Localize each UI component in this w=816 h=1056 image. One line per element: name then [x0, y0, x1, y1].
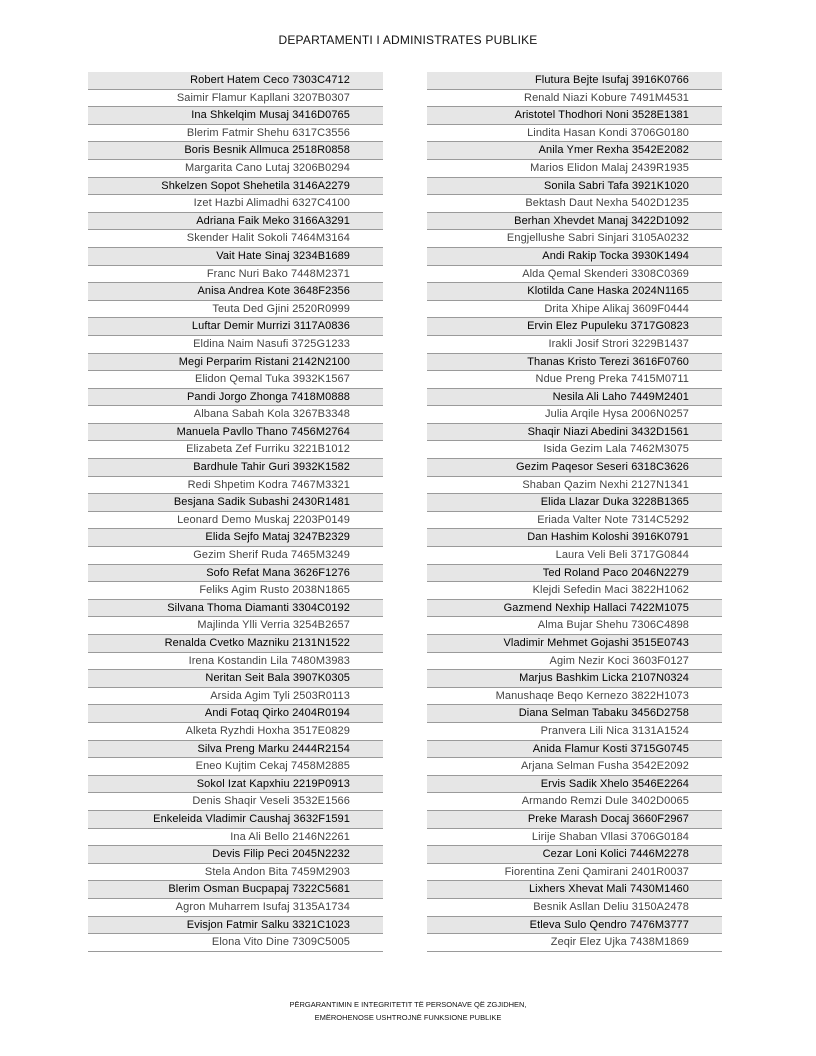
- left-name-column: [88, 72, 383, 952]
- name-entry: Andi Rakip Tocka 3930K1494: [427, 248, 722, 266]
- name-entry: Besjana Sadik Subashi 2430R1481: [88, 494, 383, 512]
- name-entry: Neritan Seit Bala 3907K0305: [88, 670, 383, 688]
- name-entry: Dan Hashim Koloshi 3916K0791: [427, 529, 722, 547]
- name-entry: Preke Marash Docaj 3660F2967: [427, 811, 722, 829]
- name-entry: Alma Bujar Shehu 7306C4898: [427, 617, 722, 635]
- footer-line-1: PËRGARANTIMIN E INTEGRITETIT TË PERSONAVE QË ZGJIDHEN,: [289, 1000, 527, 1009]
- name-entry: Robert Hatem Ceco 7303C4712: [88, 72, 383, 90]
- name-entry: Klejdi Sefedin Maci 3822H1062: [427, 582, 722, 600]
- name-entry: Silvana Thoma Diamanti 3304C0192: [88, 600, 383, 618]
- name-entry: Shaban Qazim Nexhi 2127N1341: [427, 477, 722, 495]
- name-entry: Margarita Cano Lutaj 3206B0294: [88, 160, 383, 178]
- name-entry: Ina Shkelqim Musaj 3416D0765: [88, 107, 383, 125]
- name-entry: Enkeleida Vladimir Caushaj 3632F1591: [88, 811, 383, 829]
- name-entry: Franc Nuri Bako 7448M2371: [88, 266, 383, 284]
- name-entry: Irena Kostandin Lila 7480M3983: [88, 653, 383, 671]
- name-entry: Isida Gezim Lala 7462M3075: [427, 441, 722, 459]
- name-entry: Pandi Jorgo Zhonga 7418M0888: [88, 389, 383, 407]
- name-entry: Elida Sejfo Mataj 3247B2329: [88, 529, 383, 547]
- name-entry: Albana Sabah Kola 3267B3348: [88, 406, 383, 424]
- name-entry: Stela Andon Bita 7459M2903: [88, 864, 383, 882]
- name-entry: Elida Llazar Duka 3228B1365: [427, 494, 722, 512]
- name-entry: Boris Besnik Allmuca 2518R0858: [88, 142, 383, 160]
- name-entry: Agron Muharrem Isufaj 3135A1734: [88, 899, 383, 917]
- name-entry: Elidon Qemal Tuka 3932K1567: [88, 371, 383, 389]
- name-entry: Shkelzen Sopot Shehetila 3146A2279: [88, 178, 383, 196]
- name-entry: Thanas Kristo Terezi 3616F0760: [427, 354, 722, 372]
- name-entry: Sonila Sabri Tafa 3921K1020: [427, 178, 722, 196]
- name-entry: Julia Arqile Hysa 2006N0257: [427, 406, 722, 424]
- name-entry: Arsida Agim Tyli 2503R0113: [88, 688, 383, 706]
- name-entry: Fiorentina Zeni Qamirani 2401R0037: [427, 864, 722, 882]
- name-entry: Flutura Bejte Isufaj 3916K0766: [427, 72, 722, 90]
- name-entry: Lindita Hasan Kondi 3706G0180: [427, 125, 722, 143]
- name-entry: Elizabeta Zef Furriku 3221B1012: [88, 441, 383, 459]
- name-entry: Engjellushe Sabri Sinjari 3105A0232: [427, 230, 722, 248]
- name-entry: Megi Perparim Ristani 2142N2100: [88, 354, 383, 372]
- name-entry: Cezar Loni Kolici 7446M2278: [427, 846, 722, 864]
- name-entry: Sokol Izat Kapxhiu 2219P0913: [88, 776, 383, 794]
- name-entry: Blerim Fatmir Shehu 6317C3556: [88, 125, 383, 143]
- name-entry: Anila Ymer Rexha 3542E2082: [427, 142, 722, 160]
- name-entry: Ervin Elez Pupuleku 3717G0823: [427, 318, 722, 336]
- name-entry: Vladimir Mehmet Gojashi 3515E0743: [427, 635, 722, 653]
- name-entry: Besnik Asllan Deliu 3150A2478: [427, 899, 722, 917]
- name-entry: Klotilda Cane Haska 2024N1165: [427, 283, 722, 301]
- name-entry: Silva Preng Marku 2444R2154: [88, 741, 383, 759]
- footer: [0, 998, 816, 1024]
- name-entry: Adriana Faik Meko 3166A3291: [88, 213, 383, 231]
- name-entry: Bektash Daut Nexha 5402D1235: [427, 195, 722, 213]
- name-entry: Gazmend Nexhip Hallaci 7422M1075: [427, 600, 722, 618]
- name-entry: Zeqir Elez Ujka 7438M1869: [427, 934, 722, 952]
- name-entry: Lixhers Xhevat Mali 7430M1460: [427, 881, 722, 899]
- name-entry: Pranvera Lili Nica 3131A1524: [427, 723, 722, 741]
- name-entry: Alketa Ryzhdi Hoxha 3517E0829: [88, 723, 383, 741]
- name-entry: Eriada Valter Note 7314C5292: [427, 512, 722, 530]
- name-entry: Ndue Preng Preka 7415M0711: [427, 371, 722, 389]
- right-name-column: [427, 72, 722, 952]
- name-entry: Berhan Xhevdet Manaj 3422D1092: [427, 213, 722, 231]
- name-entry: Shaqir Niazi Abedini 3432D1561: [427, 424, 722, 442]
- name-entry: Drita Xhipe Alikaj 3609F0444: [427, 301, 722, 319]
- name-entry: Marios Elidon Malaj 2439R1935: [427, 160, 722, 178]
- name-entry: Eneo Kujtim Cekaj 7458M2885: [88, 758, 383, 776]
- name-entry: Ted Roland Paco 2046N2279: [427, 565, 722, 583]
- name-entry: Diana Selman Tabaku 3456D2758: [427, 705, 722, 723]
- name-entry: Redi Shpetim Kodra 7467M3321: [88, 477, 383, 495]
- name-entry: Ervis Sadik Xhelo 3546E2264: [427, 776, 722, 794]
- name-entry: Leonard Demo Muskaj 2203P0149: [88, 512, 383, 530]
- name-entry: Luftar Demir Murrizi 3117A0836: [88, 318, 383, 336]
- footer-line-2: EMËROHENOSE USHTROJNË FUNKSIONE PUBLIKE: [314, 1013, 502, 1022]
- name-entry: Vait Hate Sinaj 3234B1689: [88, 248, 383, 266]
- name-entry: Anisa Andrea Kote 3648F2356: [88, 283, 383, 301]
- name-entry: Izet Hazbi Alimadhi 6327C4100: [88, 195, 383, 213]
- name-entry: Aristotel Thodhori Noni 3528E1381: [427, 107, 722, 125]
- name-entry: Blerim Osman Bucpapaj 7322C5681: [88, 881, 383, 899]
- name-entry: Saimir Flamur Kapllani 3207B0307: [88, 90, 383, 108]
- name-entry: Eldina Naim Nasufi 3725G1233: [88, 336, 383, 354]
- name-entry: Evisjon Fatmir Salku 3321C1023: [88, 917, 383, 935]
- name-entry: Arjana Selman Fusha 3542E2092: [427, 758, 722, 776]
- name-entry: Andi Fotaq Qirko 2404R0194: [88, 705, 383, 723]
- name-entry: Renalda Cvetko Mazniku 2131N1522: [88, 635, 383, 653]
- name-entry: Irakli Josif Strori 3229B1437: [427, 336, 722, 354]
- page-title: DEPARTAMENTI I ADMINISTRATES PUBLIKE: [278, 33, 538, 47]
- name-entry: Sofo Refat Mana 3626F1276: [88, 565, 383, 583]
- name-entry: Manushaqe Beqo Kernezo 3822H1073: [427, 688, 722, 706]
- name-entry: Elona Vito Dine 7309C5005: [88, 934, 383, 952]
- name-entry: Armando Remzi Dule 3402D0065: [427, 793, 722, 811]
- name-entry: Teuta Ded Gjini 2520R0999: [88, 301, 383, 319]
- name-entry: Majlinda Ylli Verria 3254B2657: [88, 617, 383, 635]
- name-entry: Anida Flamur Kosti 3715G0745: [427, 741, 722, 759]
- name-entry: Lirije Shaban Vllasi 3706G0184: [427, 829, 722, 847]
- name-entry: Bardhule Tahir Guri 3932K1582: [88, 459, 383, 477]
- name-entry: Etleva Sulo Qendro 7476M3777: [427, 917, 722, 935]
- name-entry: Denis Shaqir Veseli 3532E1566: [88, 793, 383, 811]
- name-entry: Devis Filip Peci 2045N2232: [88, 846, 383, 864]
- name-entry: Manuela Pavllo Thano 7456M2764: [88, 424, 383, 442]
- name-entry: Laura Veli Beli 3717G0844: [427, 547, 722, 565]
- name-entry: Agim Nezir Koci 3603F0127: [427, 653, 722, 671]
- name-entry: Renald Niazi Kobure 7491M4531: [427, 90, 722, 108]
- name-entry: Feliks Agim Rusto 2038N1865: [88, 582, 383, 600]
- name-entry: Gezim Sherif Ruda 7465M3249: [88, 547, 383, 565]
- name-entry: Gezim Paqesor Seseri 6318C3626: [427, 459, 722, 477]
- name-entry: Ina Ali Bello 2146N2261: [88, 829, 383, 847]
- name-entry: Nesila Ali Laho 7449M2401: [427, 389, 722, 407]
- name-entry: Marjus Bashkim Licka 2107N0324: [427, 670, 722, 688]
- name-entry: Alda Qemal Skenderi 3308C0369: [427, 266, 722, 284]
- name-entry: Skender Halit Sokoli 7464M3164: [88, 230, 383, 248]
